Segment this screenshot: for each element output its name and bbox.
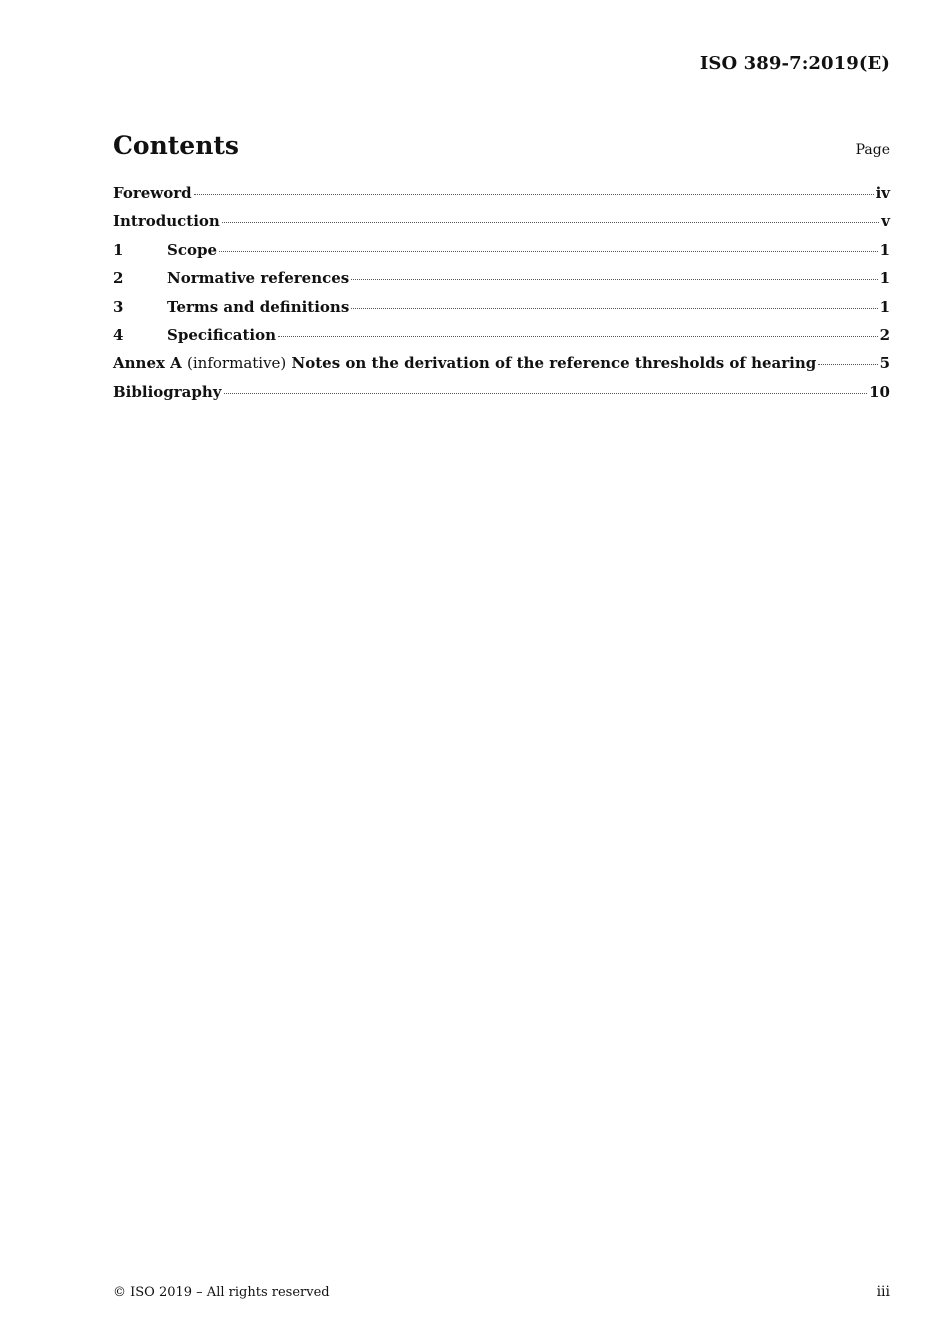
dot-leader (219, 251, 878, 252)
dot-leader (278, 336, 878, 337)
toc-entry-title[interactable]: Introduction (113, 212, 220, 231)
annex-label: Annex A (113, 354, 182, 373)
toc-entry-title[interactable] (113, 354, 816, 372)
toc-entry-page[interactable]: 2 (879, 325, 890, 344)
toc-entry-title[interactable]: Normative references (167, 269, 350, 288)
toc-entry-title[interactable]: Bibliography (113, 382, 222, 401)
toc-entry-introduction[interactable] (113, 212, 890, 240)
toc-entry-page[interactable]: 1 (879, 297, 890, 316)
toc-entry-title[interactable]: Specification (167, 325, 276, 344)
toc-entry-page[interactable]: 10 (869, 382, 890, 401)
dot-leader (818, 364, 877, 365)
dot-leader (222, 222, 879, 223)
dot-leader (351, 279, 877, 280)
toc-entry-number: 2 (113, 269, 124, 288)
copyright-notice: © ISO 2019 – All rights reserved (113, 1285, 330, 1300)
toc-entry-number: 4 (113, 325, 124, 344)
toc-entry-normative-references[interactable] (113, 269, 890, 297)
annex-note: (informative) (187, 354, 287, 373)
page-column-label: Page (855, 142, 890, 158)
dot-leader (194, 194, 874, 195)
toc-entry-number: 3 (113, 297, 124, 316)
contents-heading: Contents (113, 131, 240, 160)
toc-entry-terms-and-definitions[interactable] (113, 298, 890, 326)
footer-page-number: iii (876, 1284, 890, 1300)
toc-entry-page[interactable]: 1 (879, 240, 890, 259)
toc-entry-specification[interactable] (113, 326, 890, 354)
document-id: ISO 389-7:2019(E) (699, 53, 890, 74)
dot-leader (224, 393, 868, 394)
table-of-contents (113, 184, 890, 411)
toc-entry-page[interactable]: 5 (879, 354, 890, 373)
toc-entry-number: 1 (113, 240, 124, 259)
toc-entry-foreword[interactable] (113, 184, 890, 212)
toc-entry-title[interactable]: Foreword (113, 184, 192, 202)
toc-entry-page[interactable]: iv (875, 184, 890, 202)
toc-entry-page[interactable]: v (881, 212, 890, 231)
annex-title: Notes on the derivation of the reference thresholds of hearing (291, 354, 817, 373)
toc-entry-title[interactable]: Scope (167, 240, 218, 259)
toc-entry-scope[interactable] (113, 241, 890, 269)
dot-leader (351, 308, 877, 309)
toc-entry-bibliography[interactable] (113, 383, 890, 411)
toc-entry-page[interactable]: 1 (879, 269, 890, 288)
toc-entry-title[interactable]: Terms and definitions (167, 297, 350, 316)
toc-entry-annex-a[interactable] (113, 354, 890, 382)
